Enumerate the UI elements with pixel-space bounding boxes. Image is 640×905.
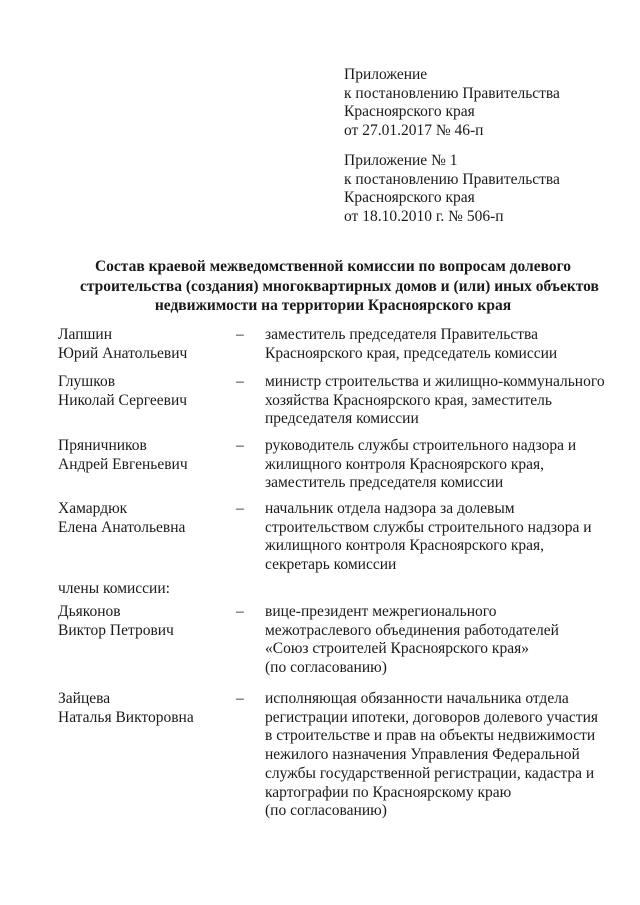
role-line: руководитель службы строительного надзора и	[265, 437, 577, 454]
role-line: жилищного контроля Красноярского края,	[265, 455, 545, 473]
member-surname: Пряничников	[58, 437, 147, 454]
role-line: начальник отдела надзора за долевым	[265, 500, 515, 517]
role-line: председателя комиссии	[265, 410, 419, 428]
entry-dash: –	[236, 500, 244, 517]
member-given-name: Андрей Евгеньевич	[58, 455, 188, 473]
entry-dash: –	[236, 690, 244, 707]
title-line: Состав краевой межведомственной комиссии по вопросам долевого	[94, 258, 572, 275]
member-given-name: Юрий Анатольевич	[58, 344, 188, 362]
member-surname: Глушков	[58, 373, 116, 390]
role-line: службы государственной регистрации, кадастра и	[265, 764, 595, 782]
member-given-name: Виктор Петрович	[58, 621, 174, 639]
appendix-line: Красноярского края	[344, 103, 475, 120]
member-role	[265, 603, 635, 678]
role-line: жилищного контроля Красноярского края,	[265, 537, 545, 555]
role-line: заместитель председателя Правительства	[265, 326, 539, 343]
document-title	[80, 257, 599, 316]
title-line: недвижимости на территории Красноярского края	[154, 297, 512, 314]
appendix-line: к постановлению Правительства	[344, 170, 560, 188]
appendix-line: от 27.01.2017 № 46-п	[344, 121, 484, 139]
members-section-heading: члены комиссии:	[58, 580, 170, 597]
appendix-note-current	[344, 66, 560, 140]
member-given-name: Наталья Викторовна	[58, 708, 194, 726]
role-line: вице-президент межрегионального	[265, 603, 497, 620]
role-line: министр строительства и жилищно-коммунального	[265, 373, 605, 390]
member-surname: Хамардюк	[58, 500, 128, 517]
member-name	[58, 690, 194, 727]
role-line: строительством службы строительного надзора и	[265, 518, 592, 536]
member-surname: Лапшин	[58, 326, 113, 343]
member-role	[265, 373, 635, 429]
entry-dash: –	[236, 373, 244, 390]
role-line: «Союз строителей Красноярского края»	[265, 640, 529, 658]
role-line: (по согласованию)	[265, 802, 387, 820]
role-line: в строительстве и прав на объекты недвижимости	[265, 727, 596, 745]
member-role	[265, 326, 635, 363]
member-name	[58, 326, 187, 363]
member-name	[58, 603, 174, 640]
role-line: (по согласованию)	[265, 659, 387, 677]
appendix-note-original	[344, 152, 560, 226]
role-line: исполняющая обязанности начальника отдела	[265, 690, 569, 707]
member-role	[265, 690, 635, 821]
title-line: строительства (создания) многоквартирных домов и (или) иных объектов	[80, 277, 599, 295]
appendix-line: Приложение	[344, 66, 428, 83]
member-name	[58, 373, 187, 410]
appendix-line: Красноярского края	[344, 189, 475, 206]
member-surname: Дьяконов	[58, 603, 121, 620]
role-line: регистрации ипотеки, договоров долевого участия	[265, 708, 599, 726]
member-given-name: Елена Анатольевна	[58, 518, 186, 536]
role-line: хозяйства Красноярского края, заместитель	[265, 391, 552, 409]
appendix-line: Приложение № 1	[344, 152, 458, 169]
member-surname: Зайцева	[58, 690, 111, 707]
role-line: заместитель председателя комиссии	[265, 474, 504, 492]
appendix-line: от 18.10.2010 г. № 506-п	[344, 207, 504, 225]
role-line: нежилого назначения Управления Федеральной	[265, 746, 580, 764]
member-role	[265, 500, 635, 575]
role-line: Красноярского края, председатель комиссии	[265, 344, 558, 362]
entry-dash: –	[236, 437, 244, 454]
member-given-name: Николай Сергеевич	[58, 391, 188, 409]
member-name	[58, 437, 188, 474]
role-line: секретарь комиссии	[265, 556, 397, 574]
member-role	[265, 437, 635, 493]
member-name	[58, 500, 185, 537]
appendix-line: к постановлению Правительства	[344, 84, 560, 102]
role-line: межотраслевого объединения работодателей	[265, 621, 559, 639]
entry-dash: –	[236, 326, 244, 343]
entry-dash: –	[236, 603, 244, 620]
role-line: картографии по Красноярскому краю	[265, 783, 512, 801]
